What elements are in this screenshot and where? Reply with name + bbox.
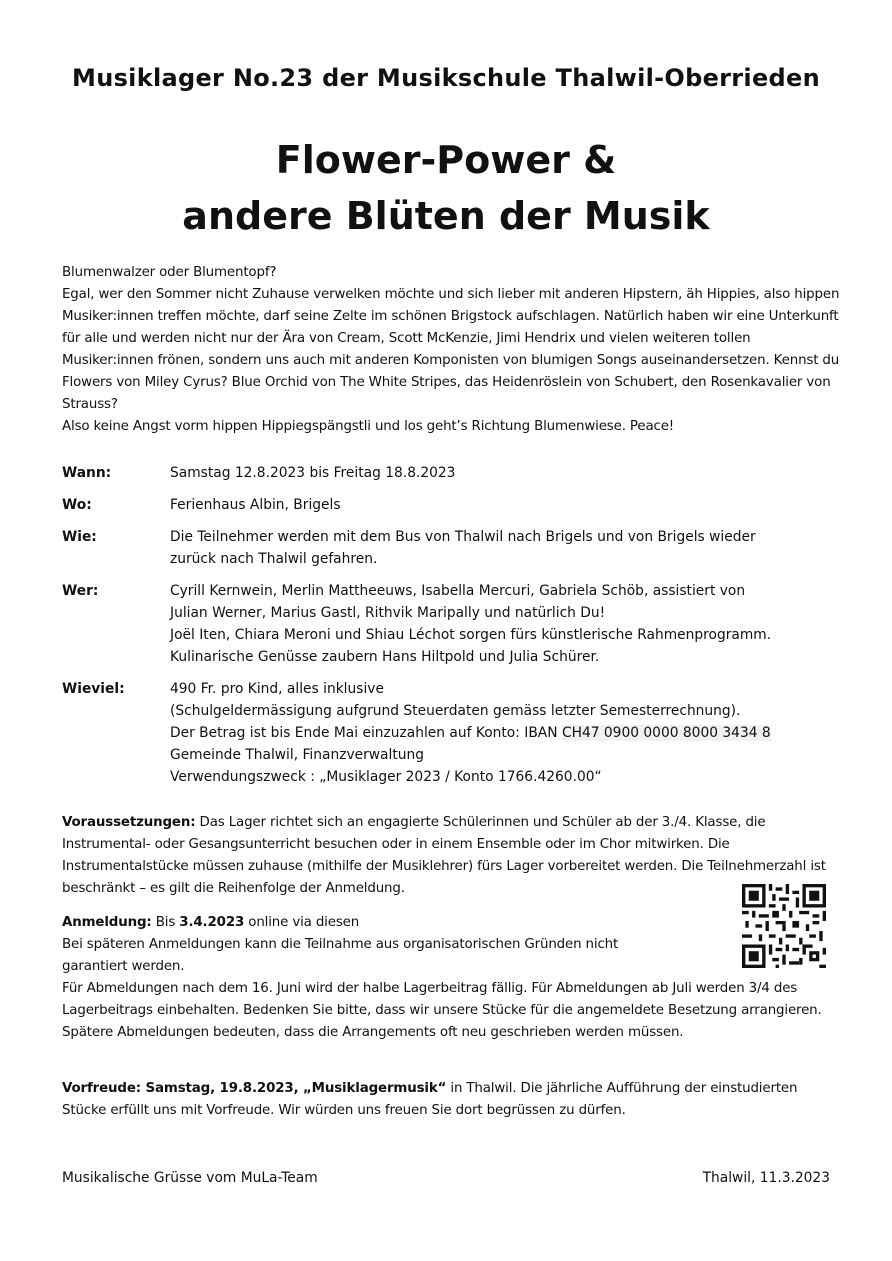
fact-text: Samstag 12.8.2023 bis Freitag 18.8.2023 xyxy=(170,465,456,481)
vorfreude-text: in Thalwil. Die jährliche Aufführung der einstudierten Stücke erfüllt uns mit Vorfreude. Wir würden uns freuen Sie dort begrüssen zu dürfen. xyxy=(62,1081,798,1118)
anmeldung-date: 3.4.2023 xyxy=(179,915,245,930)
fact-text: Cyrill Kernwein, Merlin Mattheeuws, Isabella Mercuri, Gabriela Schöb, assistiert von xyxy=(170,583,746,599)
fact-text: Kulinarische Genüsse zaubern Hans Hiltpold und Julia Schürer. xyxy=(170,649,600,665)
document-kicker: Musiklager No.23 der Musikschule Thalwil-Oberrieden xyxy=(72,64,820,92)
fact-label: Wieviel: xyxy=(62,681,125,697)
facts-section xyxy=(62,462,840,798)
payment-line xyxy=(170,722,840,744)
fact-text: Julian Werner, Marius Gastl, Rithvik Maripally und natürlich Du! xyxy=(170,605,606,621)
qr-code-icon xyxy=(742,884,826,968)
fact-value xyxy=(170,678,840,788)
anmeldung-late-note: Bei späteren Anmeldungen kann die Teilnahme aus organisatorischen Gründen nicht xyxy=(62,937,619,952)
fact-value xyxy=(170,494,840,516)
footer-place-date: Thalwil, 11.3.2023 xyxy=(702,1170,830,1186)
fact-text: 490 Fr. pro Kind, alles inklusive xyxy=(170,681,384,697)
intro-paragraph: Egal, wer den Sommer nicht Zuhause verwelken möchte und sich lieber mit anderen Hipstern, äh Hippies, also hippen Musiker:innen treffen möchte, darf seine Zelte im schönen Brigstock aufschlagen. Natürlich haben wir eine Unterkunft für alle und werden nicht nur der Ära von Cream, Scott McKenzie, Jimi Hendrix und vielen weiteren tollen Musiker:innen frönen, sondern uns auch mit anderen Komponisten von blumigen Songs auseinandersetzen. Kennst du Flowers von Miley Cyrus? Blue Orchid von The White Stripes, das Heidenröslein von Schubert, den Rosenkavalier von Strauss? xyxy=(62,287,840,412)
title-line-2: andere Blüten der Musik xyxy=(182,194,710,238)
voraussetzungen-section xyxy=(62,812,840,900)
fact-wieviel xyxy=(62,678,840,788)
anmeldung-late-note: garantiert werden. xyxy=(62,959,185,974)
intro-section xyxy=(62,262,840,438)
abmeldung-section xyxy=(62,978,840,1044)
title-line-1: Flower-Power & xyxy=(275,138,617,182)
voraussetzungen-label: Voraussetzungen: xyxy=(62,815,196,830)
fact-wann xyxy=(62,462,840,484)
fact-text: zurück nach Thalwil gefahren. xyxy=(170,551,378,567)
qr-code[interactable] xyxy=(742,884,826,968)
intro-closing: Also keine Angst vorm hippen Hippiegspängstli und los geht’s Richtung Blumenwiese. Peace! xyxy=(62,419,675,434)
fact-text: (Schulgeldermässigung aufgrund Steuerdaten gemäss letzter Semesterrechnung). xyxy=(170,703,741,719)
fact-value xyxy=(170,580,840,668)
fact-text: Die Teilnehmer werden mit dem Bus von Thalwil nach Brigels und von Brigels wieder xyxy=(170,529,756,545)
fact-text: Joël Iten, Chiara Meroni und Shiau Léchot sorgen fürs künstlerische Rahmenprogramm. xyxy=(170,627,772,643)
fact-value xyxy=(170,526,840,570)
fact-text: Verwendungszweck : „Musiklager 2023 / Konto 1766.4260.00“ xyxy=(170,769,602,785)
fact-label: Wie: xyxy=(62,529,97,545)
iban-number: CH47 0900 0000 8000 3434 8 xyxy=(561,725,771,741)
vorfreude-section xyxy=(62,1078,840,1122)
fact-text: Gemeinde Thalwil, Finanzverwaltung xyxy=(170,747,425,763)
anmeldung-text: Bis xyxy=(151,915,180,930)
fact-label: Wer: xyxy=(62,583,99,599)
fact-wie xyxy=(62,526,840,570)
payment-prefix: Der Betrag ist bis Ende Mai einzuzahlen auf Konto: IBAN xyxy=(170,725,562,741)
anmeldung-text: online via diesen xyxy=(244,915,360,930)
fact-label: Wann: xyxy=(62,465,112,481)
fact-value xyxy=(170,462,840,484)
fact-text: Ferienhaus Albin, Brigels xyxy=(170,497,341,513)
fact-wer xyxy=(62,580,840,668)
anmeldung-label: Anmeldung: xyxy=(62,915,152,930)
footer-greeting: Musikalische Grüsse vom MuLa-Team xyxy=(62,1170,318,1186)
intro-question: Blumenwalzer oder Blumentopf? xyxy=(62,265,277,280)
vorfreude-label: Vorfreude: Samstag, 19.8.2023, „Musiklagermusik“ xyxy=(62,1081,447,1096)
fact-wo xyxy=(62,494,840,516)
abmeldung-text: Für Abmeldungen nach dem 16. Juni wird der halbe Lagerbeitrag fällig. Für Abmeldungen ab Juli werden 3/4 des Lagerbeitrags einbehalten. Bedenken Sie bitte, dass wir unsere Stücke für die angemeldete Besetzung arrangieren. Spätere Abmeldungen bedeuten, dass die Arrangements oft neu geschrieben werden müssen. xyxy=(62,981,822,1040)
page-title xyxy=(0,132,892,244)
anmeldung-section xyxy=(62,912,682,978)
fact-label: Wo: xyxy=(62,497,92,513)
voraussetzungen-text: Das Lager richtet sich an engagierte Schülerinnen und Schüler ab der 3./4. Klasse, die Instrumental- oder Gesangsunterricht besuchen oder in einem Ensemble oder im Chor mitwirken. Die Instrumentalstücke müssen zuhause (mithilfe der Musiklehrer) fürs Lager vorbereitet werden. Die Teilnehmerzahl ist beschränkt – es gilt die Reihenfolge der Anmeldung. xyxy=(62,815,826,896)
